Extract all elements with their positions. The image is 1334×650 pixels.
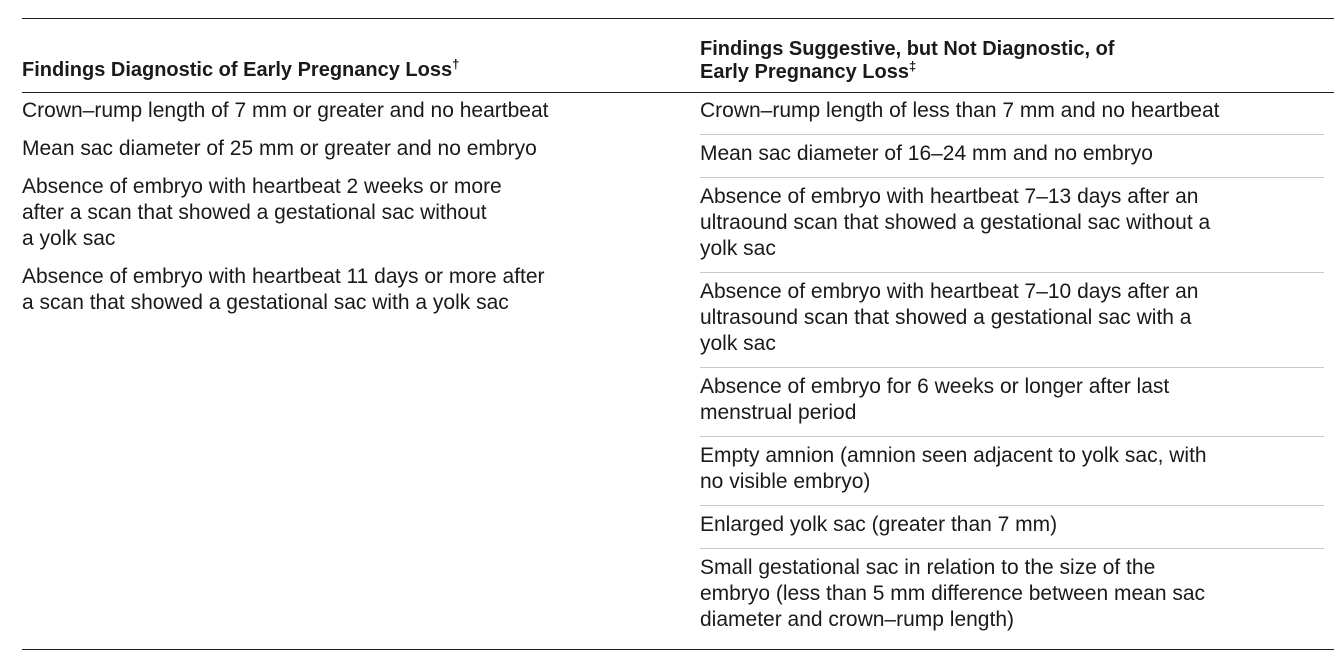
suggestive-row: Absence of embryo with heartbeat 7–13 days after an ultraound scan that showed a gestational sac without a yolk sac	[700, 177, 1324, 272]
suggestive-row: Absence of embryo with heartbeat 7–10 days after an ultrasound scan that showed a gestational sac with a yolk sac	[700, 272, 1324, 367]
suggestive-row: Enlarged yolk sac (greater than 7 mm)	[700, 505, 1324, 548]
findings-table	[22, 18, 1334, 650]
header-suggestive	[700, 19, 1334, 92]
table-body	[22, 93, 1334, 643]
diagnostic-row: Absence of embryo with heartbeat 2 weeks or more after a scan that showed a gestational sac without a yolk sac	[22, 175, 502, 250]
diagnostic-row: Crown–rump length of 7 mm or greater and no heartbeat	[22, 99, 549, 122]
dagger-footnote-mark: †	[452, 56, 460, 72]
diagnostic-row: Mean sac diameter of 25 mm or greater and no embryo	[22, 137, 537, 160]
suggestive-row: Absence of embryo for 6 weeks or longer after last menstrual period	[700, 367, 1324, 436]
suggestive-row: Mean sac diameter of 16–24 mm and no embryo	[700, 134, 1324, 177]
table-header	[22, 19, 1334, 93]
suggestive-row: Small gestational sac in relation to the size of the embryo (less than 5 mm difference between mean sac diameter and crown–rump length)	[700, 548, 1324, 643]
header-suggestive-label: Findings Suggestive, but Not Diagnostic, of Early Pregnancy Loss	[700, 38, 1115, 83]
header-diagnostic	[22, 19, 700, 92]
double-dagger-footnote-mark: ‡	[908, 58, 917, 74]
diagnostic-row: Absence of embryo with heartbeat 11 days or more after a scan that showed a gestational sac with a yolk sac	[22, 265, 545, 314]
diagnostic-column	[22, 96, 700, 643]
header-diagnostic-label: Findings Diagnostic of Early Pregnancy Loss	[22, 59, 453, 81]
suggestive-column	[700, 96, 1334, 643]
suggestive-row: Empty amnion (amnion seen adjacent to yolk sac, with no visible embryo)	[700, 436, 1324, 505]
suggestive-row: Crown–rump length of less than 7 mm and no heartbeat	[700, 99, 1220, 122]
